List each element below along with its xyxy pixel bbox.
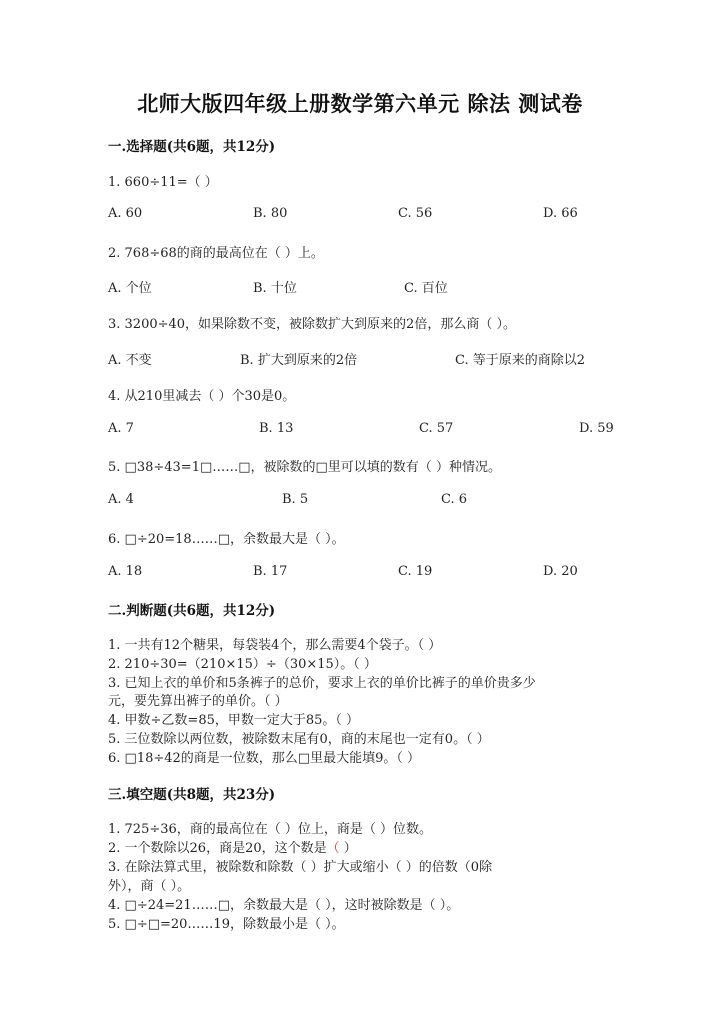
choice-q6-option-c: C. 19: [398, 564, 433, 579]
choice-q5-option-c: C. 6: [441, 492, 468, 507]
judge-q4: 4. 甲数÷乙数=85，甲数一定大于85。（ ）: [108, 713, 360, 728]
fill-q2-red-paren: （: [326, 841, 340, 856]
choice-q6-option-a: A. 18: [108, 564, 143, 579]
fill-q1: 1. 725÷36，商的最高位在（ ）位上，商是（ ）位数。: [108, 822, 433, 837]
fill-q2: [108, 837, 357, 856]
section-fill-heading: 三.填空题(共8题，共23分): [108, 787, 276, 803]
page-title: 北师大版四年级上册数学第六单元 除法 测试卷: [137, 91, 583, 116]
choice-q1-option-c: C. 56: [398, 206, 433, 221]
choice-q4-stem: 4. 从210里减去（ ）个30是0。: [108, 389, 296, 404]
choice-q5-option-a: A. 4: [108, 492, 134, 507]
choice-q4-option-a: A. 7: [108, 421, 134, 436]
choice-q4-option-b: B. 13: [259, 421, 294, 436]
judge-q3-line1: 3. 已知上衣的单价和5条裤子的总价，要求上衣的单价比裤子的单价贵多少: [108, 676, 536, 691]
judge-q5: 5. 三位数除以两位数，被除数末尾有0，商的末尾也一定有0。（ ）: [108, 732, 490, 747]
choice-q3-option-b: B. 扩大到原来的2倍: [240, 353, 358, 368]
choice-q1-option-d: D. 66: [543, 206, 578, 221]
choice-q1-stem: 1. 660÷11=（ ）: [108, 175, 218, 190]
choice-q6-option-b: B. 17: [253, 564, 288, 579]
section-judge-heading: 二.判断题(共6题，共12分): [108, 603, 276, 619]
choice-q2-option-b: B. 十位: [253, 281, 297, 296]
judge-q6: 6. □18÷42的商是一位数，那么□里最大能填9。（ ）: [108, 751, 420, 766]
choice-q4-option-d: D. 59: [579, 421, 614, 436]
choice-q3-option-c: C. 等于原来的商除以2: [455, 353, 586, 368]
judge-q3-line2: 元，要先算出裤子的单价。（ ）: [108, 694, 288, 709]
choice-q6-stem: 6. □÷20=18……□，余数最大是（ ）。: [108, 532, 345, 547]
fill-q3-line1: 3. 在除法算式里，被除数和除数（ ）扩大或缩小（ ）的倍数（0除: [108, 860, 493, 875]
choice-q2-option-c: C. 百位: [404, 281, 448, 296]
choice-q5-option-b: B. 5: [282, 492, 309, 507]
fill-q5: 5. □÷□=20……19，除数最小是（ ）。: [108, 917, 345, 932]
choice-q5-stem: 5. □38÷43=1□……□，被除数的□里可以填的数有（ ）种情况。: [108, 460, 501, 475]
choice-q1-option-b: B. 80: [253, 206, 288, 221]
fill-q2-text: 2. 一个数除以26，商是20，这个数是: [108, 841, 327, 856]
choice-q1-option-a: A. 60: [108, 206, 143, 221]
choice-q4-option-c: C. 57: [419, 421, 454, 436]
judge-q2: 2. 210÷30=（210×15）÷（30×15）。（ ）: [108, 657, 377, 672]
fill-q3-line2: 外），商（ ）。: [108, 879, 191, 894]
choice-q2-option-a: A. 个位: [108, 281, 152, 296]
fill-q4: 4. □÷24=21……□，余数最大是（ ），这时被除数是（ ）。: [108, 898, 460, 913]
choice-q3-stem: 3. 3200÷40，如果除数不变，被除数扩大到原来的2倍，那么商（ ）。: [108, 317, 516, 332]
section-choice-heading: 一.选择题(共6题，共12分): [108, 139, 276, 155]
fill-q2-blank: ）: [339, 841, 357, 856]
judge-q1: 1. 一共有12个糖果，每袋装4个，那么需要4个袋子。（ ）: [108, 638, 442, 653]
choice-q6-option-d: D. 20: [543, 564, 578, 579]
choice-q2-stem: 2. 768÷68的商的最高位在（ ）上。: [108, 246, 324, 261]
choice-q3-option-a: A. 不变: [108, 353, 152, 368]
